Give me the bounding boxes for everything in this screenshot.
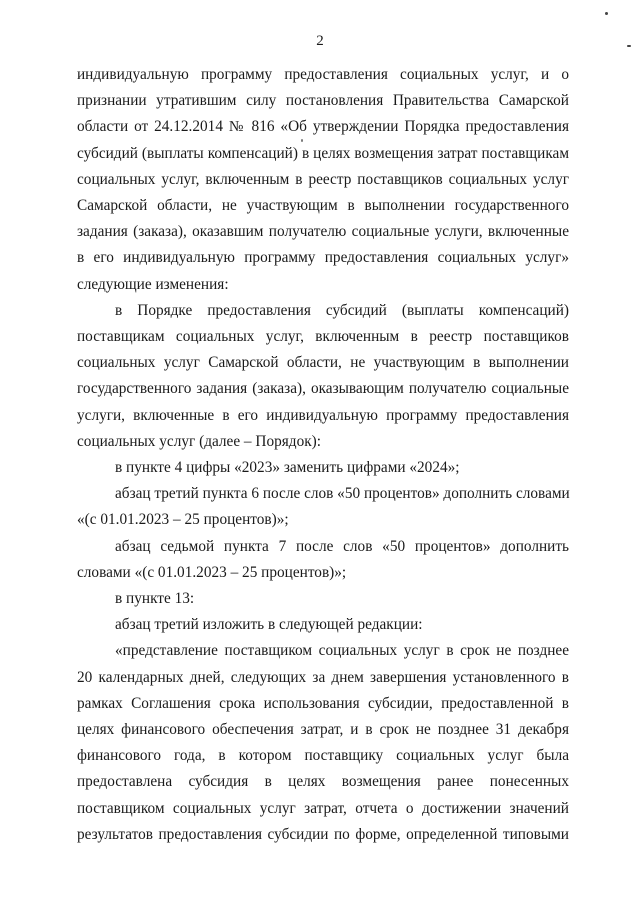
text-line: Самарской области, не участвующим в выполнении государственного bbox=[77, 197, 569, 215]
page-number: 2 bbox=[316, 33, 324, 49]
text-line: следующие изменения: bbox=[77, 275, 229, 293]
document-body bbox=[77, 62, 569, 848]
text-line: в его индивидуальную программу предоставления социальных услуг» bbox=[77, 249, 569, 267]
text-line: 20 календарных дней, следующих за днем завершения установленного в bbox=[77, 668, 569, 686]
text-line: целях финансового обеспечения затрат, и в срок не позднее 31 декабря bbox=[77, 721, 569, 739]
text-line: социальных услуг (далее – Порядок): bbox=[77, 432, 321, 450]
text-line: государственного задания (заказа), оказывающим получателю социальные bbox=[77, 380, 569, 398]
text-line: предоставлена субсидия в целях возмещения ранее понесенных bbox=[77, 773, 569, 791]
text-line: субсидий (выплаты компенсаций) в целях возмещения затрат поставщикам bbox=[77, 144, 569, 162]
paragraph-procedure bbox=[77, 298, 569, 455]
text-line: в пункте 13: bbox=[115, 590, 195, 608]
text-line: услуги, включенные в его индивидуальную программу предоставления bbox=[77, 406, 569, 424]
paragraph-new-wording bbox=[77, 638, 569, 848]
text-line: задания (заказа), оказавшим получателю социальные услуги, включенные bbox=[77, 223, 569, 241]
text-line: результатов предоставления субсидии по форме, определенной типовыми bbox=[77, 825, 569, 843]
text-line: финансового года, в котором поставщику социальных услуг была bbox=[77, 747, 569, 765]
text-line: в Порядке предоставления субсидий (выплаты компенсаций) bbox=[115, 301, 569, 319]
text-line: социальных услуг, включенным в реестр поставщиков социальных услуг bbox=[77, 170, 569, 188]
scan-speck bbox=[627, 45, 631, 47]
text-line: абзац третий изложить в следующей редакции: bbox=[115, 616, 423, 634]
text-line: абзац третий пункта 6 после слов «50 процентов» дополнить словами bbox=[115, 485, 570, 503]
scan-speck bbox=[301, 139, 303, 142]
text-line: «(с 01.01.2023 – 25 процентов)»; bbox=[77, 511, 289, 529]
paragraph-item-7 bbox=[77, 534, 569, 586]
text-line: словами «(с 01.01.2023 – 25 процентов)»; bbox=[77, 563, 347, 581]
text-line: абзац седьмой пункта 7 после слов «50 процентов» дополнить bbox=[115, 537, 569, 555]
text-line: социальных услуг Самарской области, не участвующим в выполнении bbox=[77, 354, 569, 372]
text-line: поставщиком социальных услуг затрат, отчета о достижении значений bbox=[77, 799, 569, 817]
paragraph-third-abzac bbox=[77, 612, 569, 638]
paragraph-item-6 bbox=[77, 481, 569, 533]
text-line: рамках Соглашения срока использования субсидии, предоставленной в bbox=[77, 694, 569, 712]
text-line: «представление поставщиком социальных услуг в срок не позднее bbox=[115, 642, 569, 660]
paragraph-intro-continuation bbox=[77, 62, 569, 298]
text-line: в пункте 4 цифры «2023» заменить цифрами «2024»; bbox=[115, 459, 460, 477]
paragraph-item-4 bbox=[77, 455, 569, 481]
text-line: поставщикам социальных услуг, включенным в реестр поставщиков bbox=[77, 328, 569, 346]
paragraph-item-13 bbox=[77, 586, 569, 612]
text-line: индивидуальную программу предоставления социальных услуг, и о bbox=[77, 66, 569, 83]
text-line: области от 24.12.2014 № 816 «Об утверждении Порядка предоставления bbox=[77, 118, 569, 136]
text-line: признании утратившим силу постановления Правительства Самарской bbox=[77, 92, 569, 110]
scan-speck bbox=[605, 12, 608, 15]
